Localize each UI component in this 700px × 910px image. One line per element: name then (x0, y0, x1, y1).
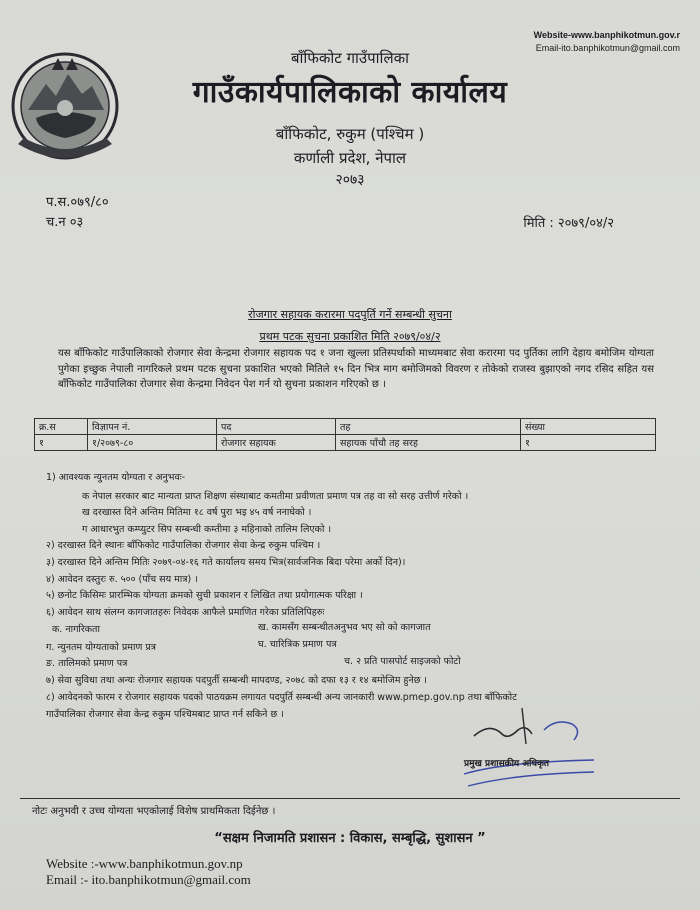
table-cell: १ (35, 435, 88, 451)
table-header-cell: विज्ञापन नं. (88, 419, 217, 435)
address-line-3: २०७३ (335, 172, 365, 188)
table-header-cell: तह (336, 419, 521, 435)
table-row (35, 435, 656, 451)
table-header-cell: क्र.स (35, 419, 88, 435)
footer-website: Website :-www.banphikotmun.gov.np (46, 856, 243, 871)
table-header-cell: पद (217, 419, 336, 435)
notice-body: यस बाँफिकोट गाउँपालिकाको रोजगार सेवा केन्द्रमा रोजगार सहायक पद १ जना खुल्ला प्रतिस्पर्धाको माध्यमबाट सेवा करारमा पद पुर्तिका लागि देहाय बमोजिम योग्यता पुगेका इच्छुक नेपाली नागरिकले प्रथम पटक सुचना प्रकाशित भएको मितिले १५ दिन भित्र माग बमोजिमको विवरण र तोकेको राजस्व बुझाएको नगद रसिद सहित यस बाँफिकोट गाउँपालिका रोजगार सेवा केन्द्रमा निवेदन पेश गर्न यो सुचना प्रकाशन गरिएको छ । (58, 348, 654, 390)
signature-stamp-icon (444, 700, 604, 790)
attachment-item: क. नागरिकता (52, 624, 100, 635)
requirement-item: ख दरखास्त दिने अन्तिम मितिमा १८ वर्ष पुरा भइ ४५ वर्ष ननाघेको । (82, 507, 312, 518)
requirement-item: ग आधारभुत कम्प्युटर सिप सम्बन्धी कम्तीमा ३ महिनाको तालिम लिएको । (82, 524, 332, 535)
footer-motto: “सक्षम निजामति प्रशासन : विकास, सम्बृद्धि, सुशासन ” (214, 831, 486, 846)
attachment-item: ख. कामसँग सम्बन्धीतअनुभव भए सो को कागजात (258, 622, 431, 633)
municipality-name: बाँफिकोट गाउँपालिका (290, 49, 410, 67)
requirement-item: ८) आवेदनको फारम र रोजगार सहायक पदको पाठयक्रम लगायत पदपुर्ति सम्बन्धी अन्य जानकारी www.pmep.gov.np तथा बाँफिकोट (46, 692, 517, 703)
office-title: गाउँकार्यपालिकाको कार्यालय (192, 75, 508, 110)
footer-divider (20, 798, 680, 799)
attachment-item: ग. न्युनतम योग्यताको प्रमाण प्रत्र (46, 642, 156, 653)
requirement-item: ६) आवेदन साथ संलग्न कागजातहरुः निवेदक आफैले प्रमाणित गरेका प्रतिलिपिहरुः (46, 607, 325, 618)
letter-reference: प.स.०७९/८० (46, 195, 109, 210)
table-cell: १/२०७९-८० (88, 435, 217, 451)
footer-note: नोटः अनुभवी र उच्च योग्यता भएकोलाई विशेष प्राथमिकता दिईनेछ । (32, 806, 276, 817)
address-line-1: बाँफिकोट, रुकुम (पश्चिम ) (275, 125, 425, 143)
signatory-title: प्रमुख प्रशासकीय अधिकृत (464, 759, 550, 769)
header-website: Website-www.banphikotmun.gov.r (533, 30, 680, 40)
table-cell: सहायक पाँचौ तह सरह (336, 435, 521, 451)
notice-subtitle: प्रथम पटक सुचना प्रकाशित मिति २०७९/०४/२ (259, 330, 441, 343)
table-header-cell: संख्या (521, 419, 656, 435)
requirement-item: ४) आवेदन दस्तुरः रु. ५०० (पाँच सय मात्र) । (46, 574, 198, 585)
requirement-item: गाउँपालिका रोजगार सेवा केन्द्र रुकुम पश्चिमबाट प्राप्त गर्न सकिने छ । (46, 709, 284, 720)
requirement-heading: 1) आवश्यक न्युनतम योग्यता र अनुभवः- (46, 472, 186, 483)
table-header-row (35, 419, 656, 435)
requirement-item: ३) दरखास्त दिने अन्तिम मितिः २०७९-०४-१६ गते कार्यालय समय भित्र(सार्वजनिक बिदा परेमा अर्को दिन)। (46, 557, 406, 568)
attachment-item: ङ. तालिमको प्रमाण पत्र (46, 658, 128, 669)
requirement-item: २) दरखास्त दिने स्थानः बाँफिकोट गाउँपालिका रोजगार सेवा केन्द्र रुकुम पश्चिम । (46, 540, 321, 551)
footer-email: Email :- ito.banphikotmun@gmail.com (46, 872, 251, 887)
address-line-2: कर्णाली प्रदेश, नेपाल (293, 149, 407, 167)
letter-date: मिति : २०७९/०४/२ (523, 216, 614, 231)
attachment-item: घ. चारित्रिक प्रमाण पत्र (258, 639, 337, 650)
requirement-item: ७) सेवा सुविधा तथा अन्यः रोजगार सहायक पदपुर्ती सम्बन्धी मापदण्ड, २०७८ को दफा १३ र १४ बमोजिम हुनेछ । (46, 675, 427, 686)
header-email: Email-ito.banphikotmun@gmail.com (535, 43, 680, 53)
attachment-item: च. २ प्रति पासपोर्ट साइजको फोटो (344, 656, 461, 667)
vacancy-table (34, 418, 656, 451)
requirement-item: क नेपाल सरकार बाट मान्यता प्राप्त शिक्षण संस्थाबाट कमतीमा प्रवीणता प्रमाण पत्र तह वा सो सरह उत्तीर्ण गरेको । (82, 491, 469, 502)
table-cell: रोजगार सहायक (217, 435, 336, 451)
notice-subject: रोजगार सहायक करारमा पदपुर्ति गर्ने सम्बन्धी सुचना (248, 308, 452, 321)
requirement-item: ५) छनोट किसिमः प्रारम्भिक योग्यता क्रमको सुची प्रकाशन र लिखित तथा प्रयोगात्मक परिक्षा । (46, 590, 363, 601)
dispatch-number: च.न ०३ (46, 215, 84, 230)
table-cell: १ (521, 435, 656, 451)
